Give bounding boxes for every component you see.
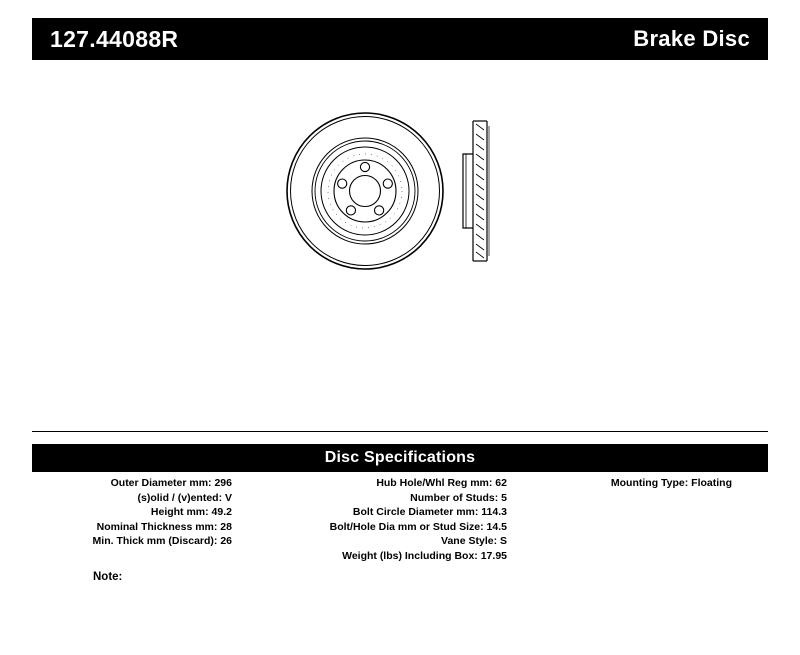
spec-item: Vane Style: S [441,535,507,547]
brake-rotor-profile [463,121,489,261]
spec-item: Weight (lbs) Including Box: 17.95 [342,549,507,562]
spec-column-middle [247,476,507,563]
disc-specifications-title: Disc Specifications [324,449,476,466]
product-illustration [280,96,530,286]
spec-column-right [532,476,768,491]
part-number: 127.44088R [50,25,179,52]
product-type-label: Brake Disc [633,26,750,51]
header-bar [32,18,768,60]
note-label: Note: [93,571,123,583]
spec-item: Outer Diameter mm: 296 [110,477,232,489]
spec-item: Height mm: 49.2 [150,506,232,518]
spec-item: Mounting Type: Floating [610,477,732,489]
brake-rotor-face [287,113,443,269]
specifications-area [32,476,768,586]
section-divider [32,431,768,432]
disc-specifications-bar [32,444,768,472]
spec-item: Number of Studs: 5 [410,491,507,504]
spec-item: (s)olid / (v)ented: V [137,491,232,504]
spec-item: Bolt Circle Diameter mm: 114.3 [352,506,507,518]
spec-column-left [32,476,232,549]
spec-item: Min. Thick mm (Discard): 26 [92,535,232,547]
spec-item: Bolt/Hole Dia mm or Stud Size: 14.5 [329,520,507,533]
spec-item: Hub Hole/Whl Reg mm: 62 [376,477,507,489]
spec-item: Nominal Thickness mm: 28 [96,520,232,533]
